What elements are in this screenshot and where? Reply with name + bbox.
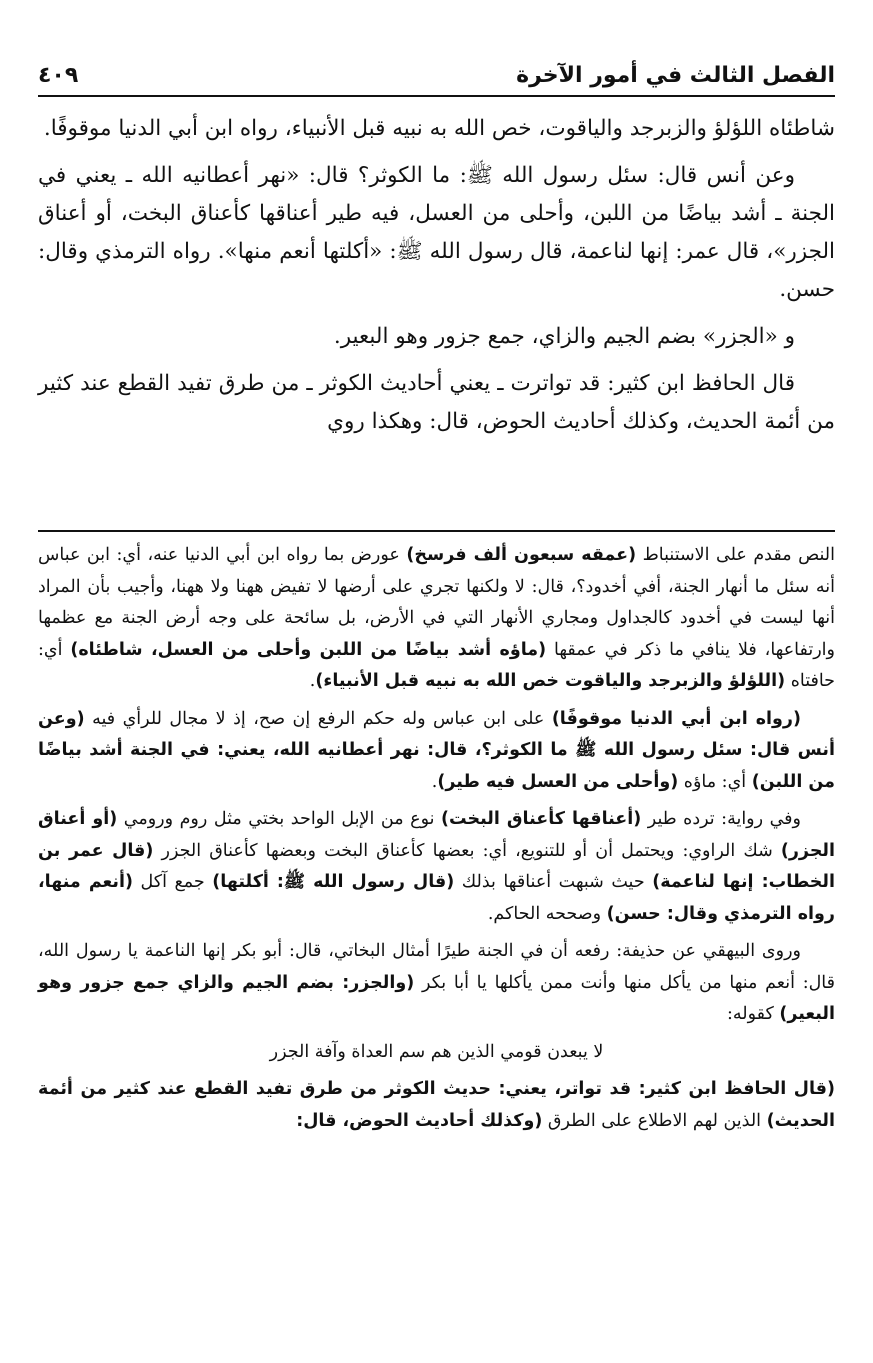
main-paragraph-4: قال الحافظ ابن كثير: قد تواترت ـ يعني أحاديث الكوثر ـ من طرق تفيد القطع عند كثير من أئمة الحديث، وكذلك أحاديث الحوض، قال: وهكذا روي	[38, 371, 835, 434]
main-paragraph-1: شاطئاه اللؤلؤ والزبرجد والياقوت، خص الله به نبيه قبل الأنبياء، رواه ابن أبي الدنيا موقوفًا.	[43, 116, 835, 141]
text-run: حيث شبهت أعناقها بذلك	[454, 872, 653, 892]
bold-quote: (قال الحافظ ابن كثير: قد تواتر، يعني: حديث الكوثر من طرق تفيد القطع عند كثير من أئمة الحديث)	[38, 1079, 835, 1131]
text-run: شك الراوي: ويحتمل أن أو للتنويع، أي: بعضها كأعناق البخت وبعضها كأعناق الجزر	[153, 840, 781, 861]
commentary-paragraph-5	[38, 1074, 835, 1137]
bold-quote: (قال رسول الله ﷺ: أكلتها)	[212, 872, 455, 892]
text-run: جمع آكل	[132, 872, 213, 892]
main-text	[38, 110, 835, 450]
poetry-verse: لا يبعدن قومي الذين هم سم العداة وآفة الجزر	[269, 1041, 604, 1062]
page-number: ٤٠٩	[38, 63, 79, 88]
text-run: على ابن عباس وله حكم الرفع إن صح، إذ لا مجال للرأي فيه	[84, 708, 552, 729]
bold-quote: (عمقه سبعون ألف فرسخ)	[406, 545, 637, 565]
text-run: النص مقدم على الاستنباط	[636, 545, 835, 565]
commentary-paragraph-2	[38, 704, 835, 799]
bold-quote: (أو أعناق الجزر)	[38, 809, 835, 861]
bold-quote: (رواه ابن أبي الدنيا موقوفًا)	[551, 708, 801, 729]
commentary-paragraph-4	[38, 936, 835, 1031]
text-run: وفي رواية: ترده طير	[641, 809, 802, 829]
text-run: كقوله:	[726, 1004, 780, 1024]
text-run: نوع من الإبل الواحد بختي مثل روم ورومي	[117, 809, 441, 829]
text-run: الذين لهم الاطلاع على الطرق	[542, 1110, 767, 1131]
main-paragraph-3: و «الجزر» بضم الجيم والزاي، جمع جزور وهو البعير.	[333, 324, 795, 349]
text-run: أي: حافتاه	[38, 639, 835, 691]
commentary-paragraph-1	[38, 540, 835, 698]
text-run: وصححه الحاكم.	[487, 903, 607, 924]
text-run: أي: ماؤه	[678, 771, 752, 792]
bold-quote: (وأحلى من العسل فيه طير)	[437, 771, 679, 792]
commentary	[38, 540, 835, 1143]
bold-quote: (أعناقها كأعناق البخت)	[441, 809, 642, 829]
commentary-paragraph-3	[38, 804, 835, 930]
chapter-title: الفصل الثالث في أمور الآخرة	[516, 63, 835, 88]
main-paragraph-2: وعن أنس قال: سئل رسول الله ﷺ: ما الكوثر؟ قال: «نهر أعطانيه الله ـ يعني في الجنة ـ أشد بياضًا من اللبن، وأحلى من العسل، فيه طير أعناقها كأعناق البخت، أو أعناق الجزر»، قال عمر: إنها لناعمة، قال رسول الله ﷺ: «أكلتها أنعم منها». رواه الترمذي وقال: حسن.	[38, 163, 835, 302]
bold-quote: (ماؤه أشد بياضًا من اللبن وأحلى من العسل، شاطئاه)	[70, 639, 547, 660]
text-run: عورض بما رواه ابن أبي الدنيا عنه، أي: ابن عباس أنه سئل ما أنهار الجنة، أفي أخدود؟، قال: لا ولكنها تجري على أرضها لا تفيض ههنا ولا ههنا، وأجيب بأن المراد أنها ليست في أخدود كالجداول ومجاري الأنهار التي في الأرض، بل سائحة على وجه أرض الجنة مع عظمها وارتفاعها، فلا ينافي ما ذكر في عمقها	[38, 545, 835, 660]
bold-quote: (أنعم منها، رواه الترمذي وقال: حسن)	[38, 872, 835, 924]
page-header	[38, 52, 835, 88]
bold-quote: (وعن أنس قال: سئل رسول الله ﷺ ما الكوثر؟، قال: نهر أعطانيه الله، يعني: في الجنة أشد بياضًا من اللبن)	[38, 708, 835, 792]
bold-quote: (قال عمر بن الخطاب: إنها لناعمة)	[38, 840, 835, 892]
bold-quote: (والجزر: بضم الجيم والزاي جمع جزور وهو البعير)	[38, 972, 835, 1024]
bold-quote: (وكذلك أحاديث الحوض، قال:	[296, 1110, 543, 1131]
bold-quote: (اللؤلؤ والزبرجد والياقوت خص الله به نبيه قبل الأنبياء)	[315, 671, 786, 691]
footnote-separator	[38, 530, 835, 532]
header-rule	[38, 95, 835, 97]
text-run: .	[309, 671, 316, 691]
text-run: .	[431, 771, 438, 792]
text-run: وروى البيهقي عن حذيفة: رفعه أن في الجنة طيرًا أمثال البخاتي، قال: أبو بكر إنها الناعمة يا رسول الله، قال: أنعم منها من يأكل منها وأنت ممن يأكلها يا أبا بكر	[38, 941, 835, 993]
